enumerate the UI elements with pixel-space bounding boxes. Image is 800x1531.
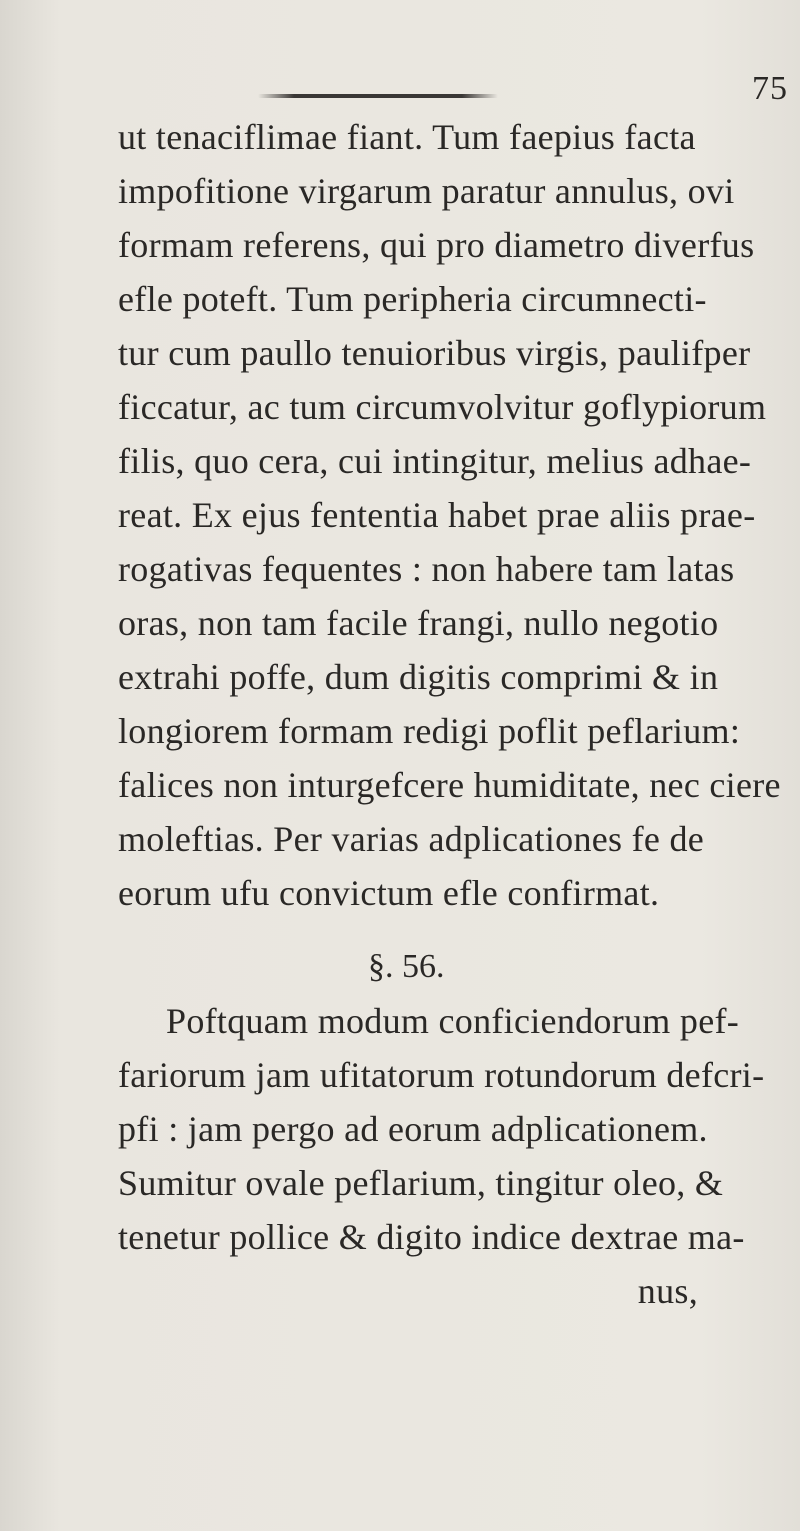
text-line: extrahi poffe, dum digitis comprimi & in — [118, 657, 719, 697]
catchword: nus, — [637, 1271, 698, 1311]
text-line: tur cum paullo tenuioribus virgis, paulifper — [118, 333, 751, 373]
paragraph-gap — [118, 920, 800, 940]
text-line: oras, non tam facile frangi, nullo negotio — [118, 603, 719, 643]
header-rule — [258, 94, 498, 98]
text-line: rogativas fequentes : non habere tam latas — [118, 549, 735, 589]
text-line: falices non inturgefcere humiditate, nec ciere — [118, 765, 781, 805]
page-number: 75 — [752, 70, 788, 107]
text-line: longiorem formam redigi poflit peflarium: — [118, 711, 741, 751]
text-line: efle poteft. Tum peripheria circumnecti- — [118, 279, 707, 319]
text-line: filis, quo cera, cui intingitur, melius adhae- — [118, 441, 752, 481]
text-line: tenetur pollice & digito indice dextrae ma- — [118, 1217, 745, 1257]
text-line: ut tenaciflimae fiant. Tum faepius facta — [118, 117, 696, 157]
text-line: fariorum jam ufitatorum rotundorum defcri- — [118, 1055, 765, 1095]
body-text — [118, 110, 800, 1318]
section-heading: §. 56. — [368, 948, 445, 985]
text-line: reat. Ex ejus fententia habet prae aliis prae- — [118, 495, 756, 535]
text-line: Sumitur ovale peflarium, tingitur oleo, & — [118, 1163, 724, 1203]
text-line: impofitione virgarum paratur annulus, ovi — [118, 171, 735, 211]
text-line: formam referens, qui pro diametro diverfus — [118, 225, 755, 265]
text-line: moleftias. Per varias adplicationes fe de — [118, 819, 705, 859]
text-line: eorum ufu convictum efle confirmat. — [118, 873, 660, 913]
text-line: ficcatur, ac tum circumvolvitur goflypiorum — [118, 387, 767, 427]
text-line: pfi : jam pergo ad eorum adplicationem. — [118, 1109, 708, 1149]
text-line: Poftquam modum conficiendorum pef- — [166, 1001, 740, 1041]
